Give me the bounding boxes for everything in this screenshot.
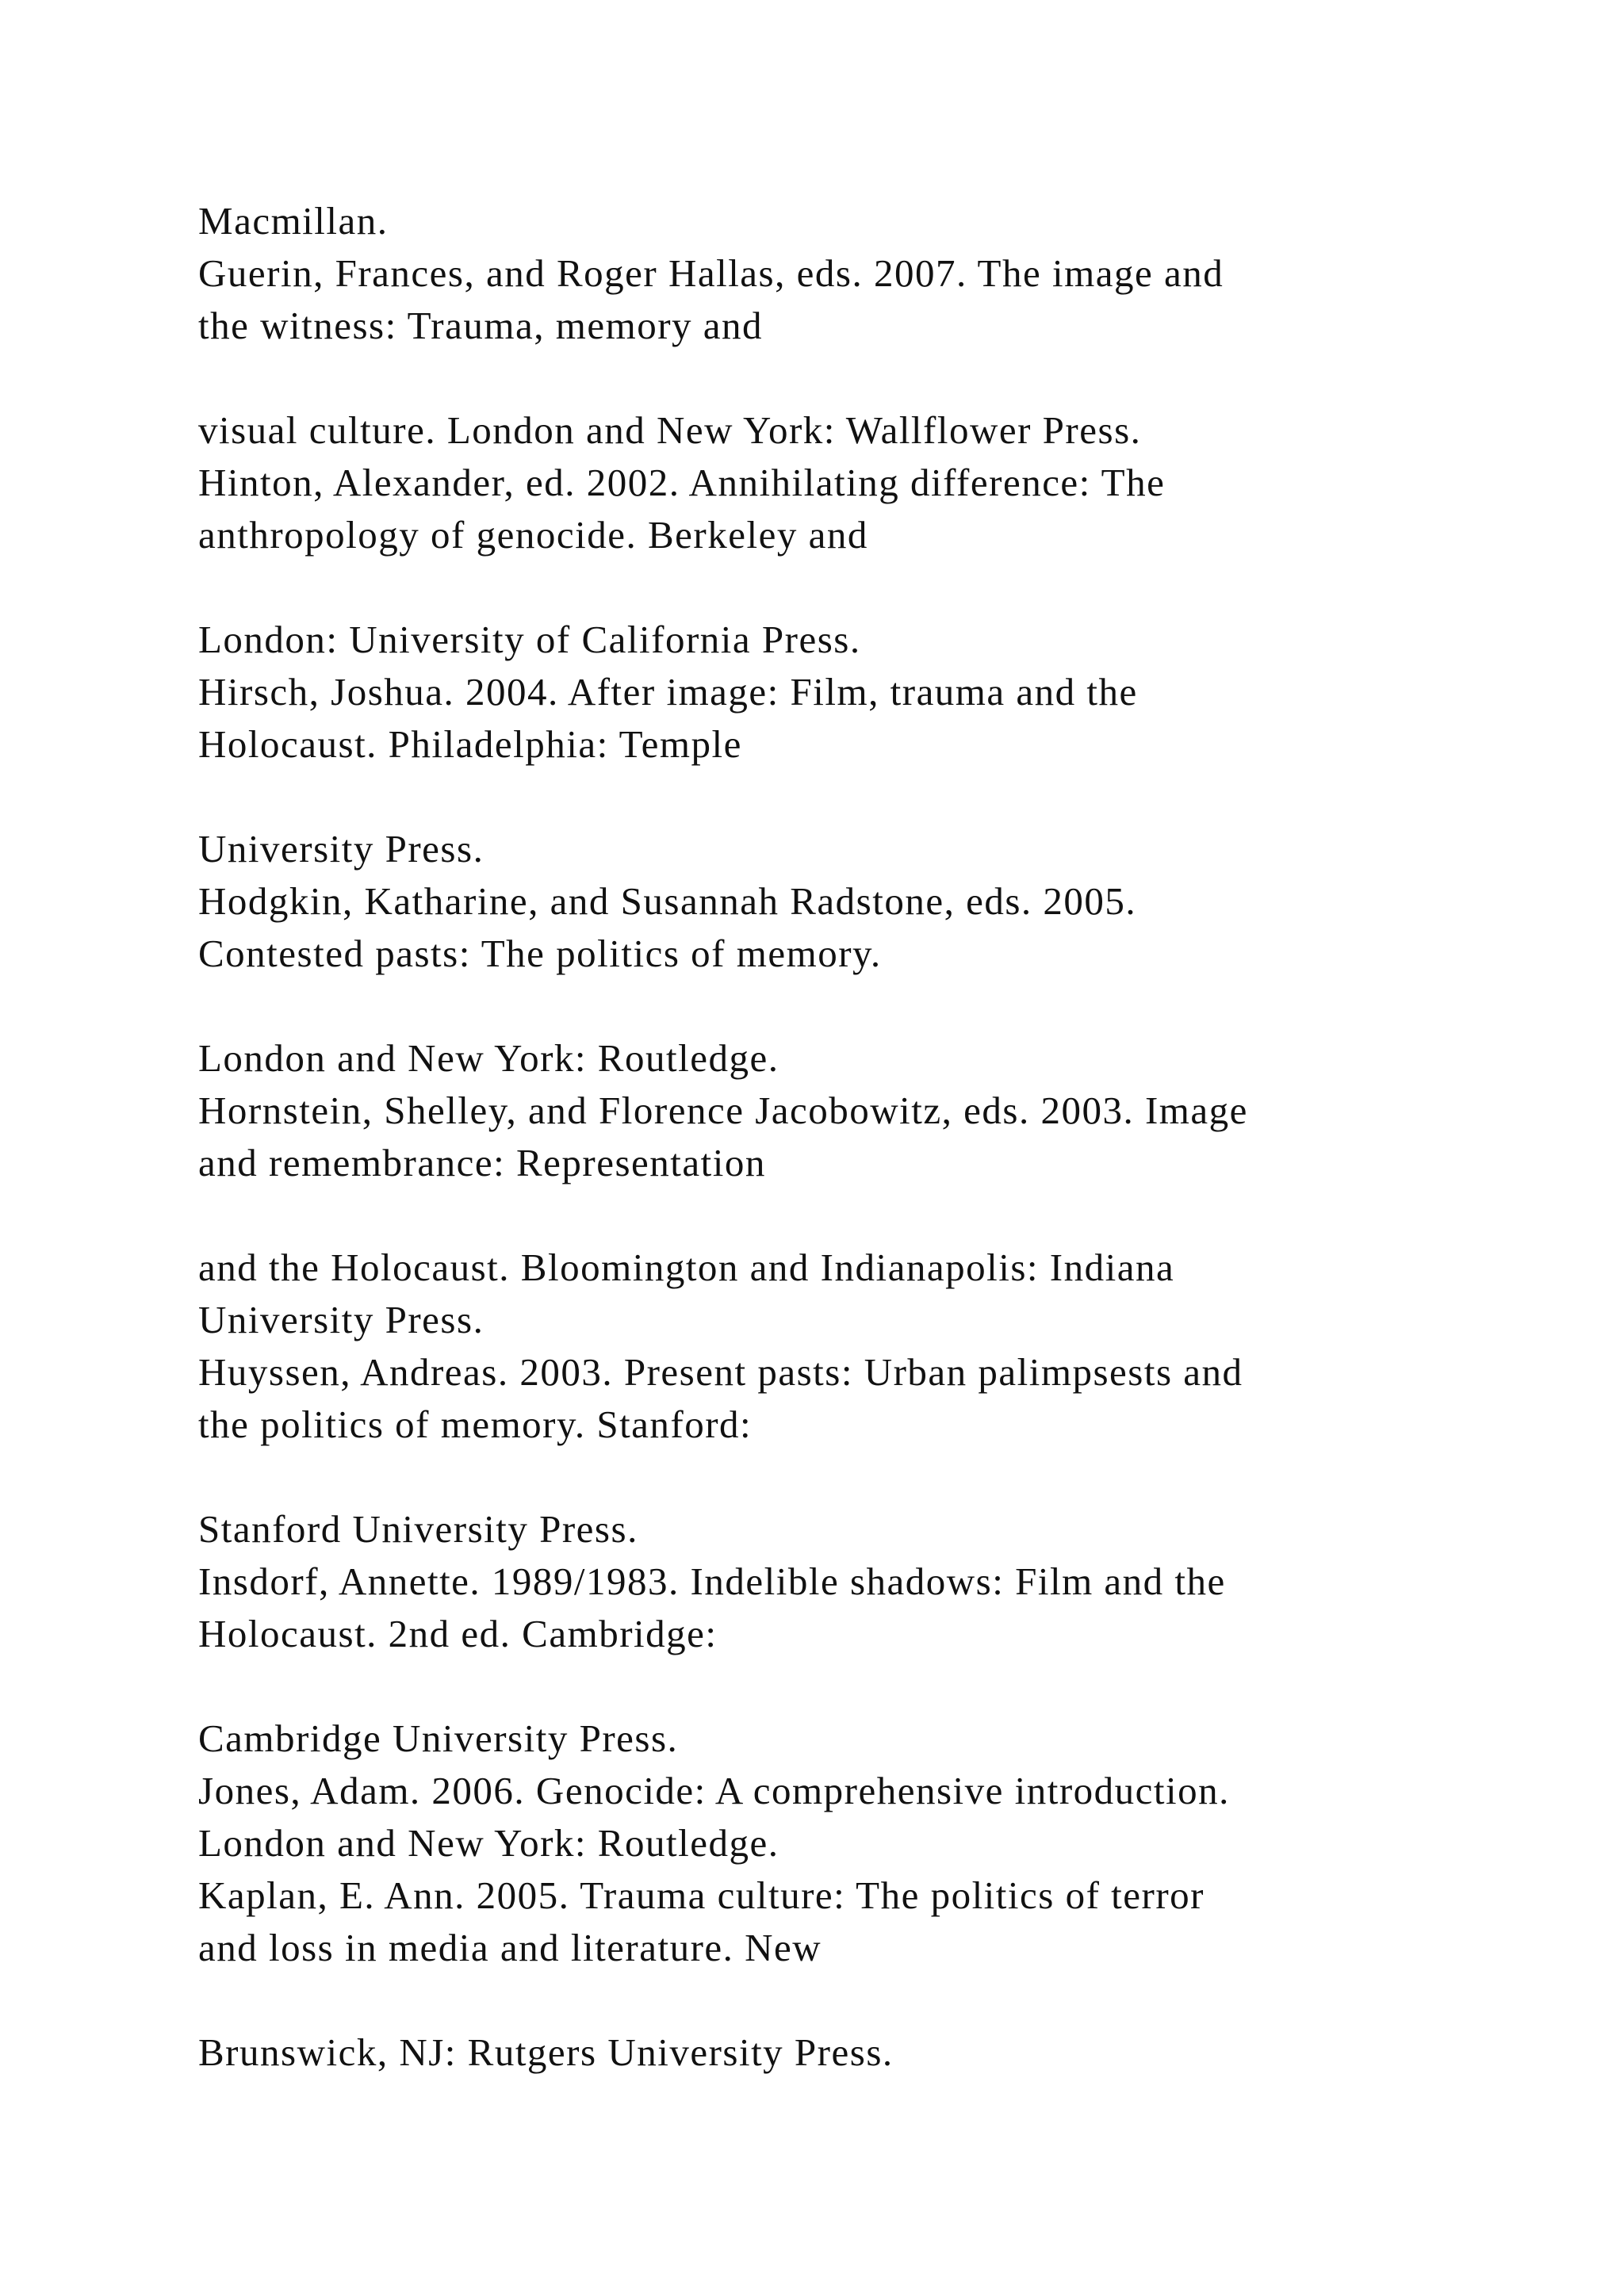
text-line: Insdorf, Annette. 1989/1983. Indelible shadows: Film and the: [198, 1559, 1226, 1603]
text-line: London: University of California Press.: [198, 618, 861, 661]
text-line: visual culture. London and New York: Wallflower Press.: [198, 408, 1142, 452]
blank-line: [198, 1189, 1546, 1242]
text-line: London and New York: Routledge.: [198, 1036, 779, 1080]
text-line: London and New York: Routledge.: [198, 1821, 779, 1865]
bibliography-text: [198, 195, 1546, 2079]
blank-line: [198, 561, 1546, 614]
blank-line: [198, 771, 1546, 823]
text-line: Macmillan.: [198, 199, 389, 243]
text-line: the witness: Trauma, memory and: [198, 304, 764, 347]
text-line: Contested pasts: The politics of memory.: [198, 932, 882, 975]
blank-line: [198, 1451, 1546, 1503]
text-line: and loss in media and literature. New: [198, 1926, 822, 1969]
text-line: Guerin, Frances, and Roger Hallas, eds. 2007. The image and: [198, 251, 1224, 295]
text-line: Kaplan, E. Ann. 2005. Trauma culture: The politics of terror: [198, 1873, 1205, 1917]
text-line: Cambridge University Press.: [198, 1716, 679, 1760]
text-line: University Press.: [198, 827, 485, 871]
text-line: Stanford University Press.: [198, 1507, 638, 1551]
text-line: Hornstein, Shelley, and Florence Jacobowitz, eds. 2003. Image: [198, 1089, 1248, 1132]
text-line: Hinton, Alexander, ed. 2002. Annihilating difference: The: [198, 461, 1166, 504]
text-line: anthropology of genocide. Berkeley and: [198, 513, 868, 557]
text-line: Brunswick, NJ: Rutgers University Press.: [198, 2030, 894, 2074]
blank-line: [198, 1974, 1546, 2026]
text-line: Hodgkin, Katharine, and Susannah Radstone, eds. 2005.: [198, 879, 1137, 923]
text-line: Jones, Adam. 2006. Genocide: A comprehensive introduction.: [198, 1769, 1230, 1812]
text-line: Holocaust. Philadelphia: Temple: [198, 722, 742, 766]
blank-line: [198, 980, 1546, 1032]
text-line: Hirsch, Joshua. 2004. After image: Film, trauma and the: [198, 670, 1138, 714]
text-line: Huyssen, Andreas. 2003. Present pasts: Urban palimpsests and: [198, 1350, 1243, 1394]
text-line: and the Holocaust. Bloomington and Indianapolis: Indiana: [198, 1246, 1175, 1289]
text-line: and remembrance: Representation: [198, 1141, 766, 1184]
text-line: University Press.: [198, 1298, 485, 1341]
blank-line: [198, 352, 1546, 404]
text-line: Holocaust. 2nd ed. Cambridge:: [198, 1612, 718, 1655]
blank-line: [198, 1660, 1546, 1712]
text-line: the politics of memory. Stanford:: [198, 1402, 753, 1446]
